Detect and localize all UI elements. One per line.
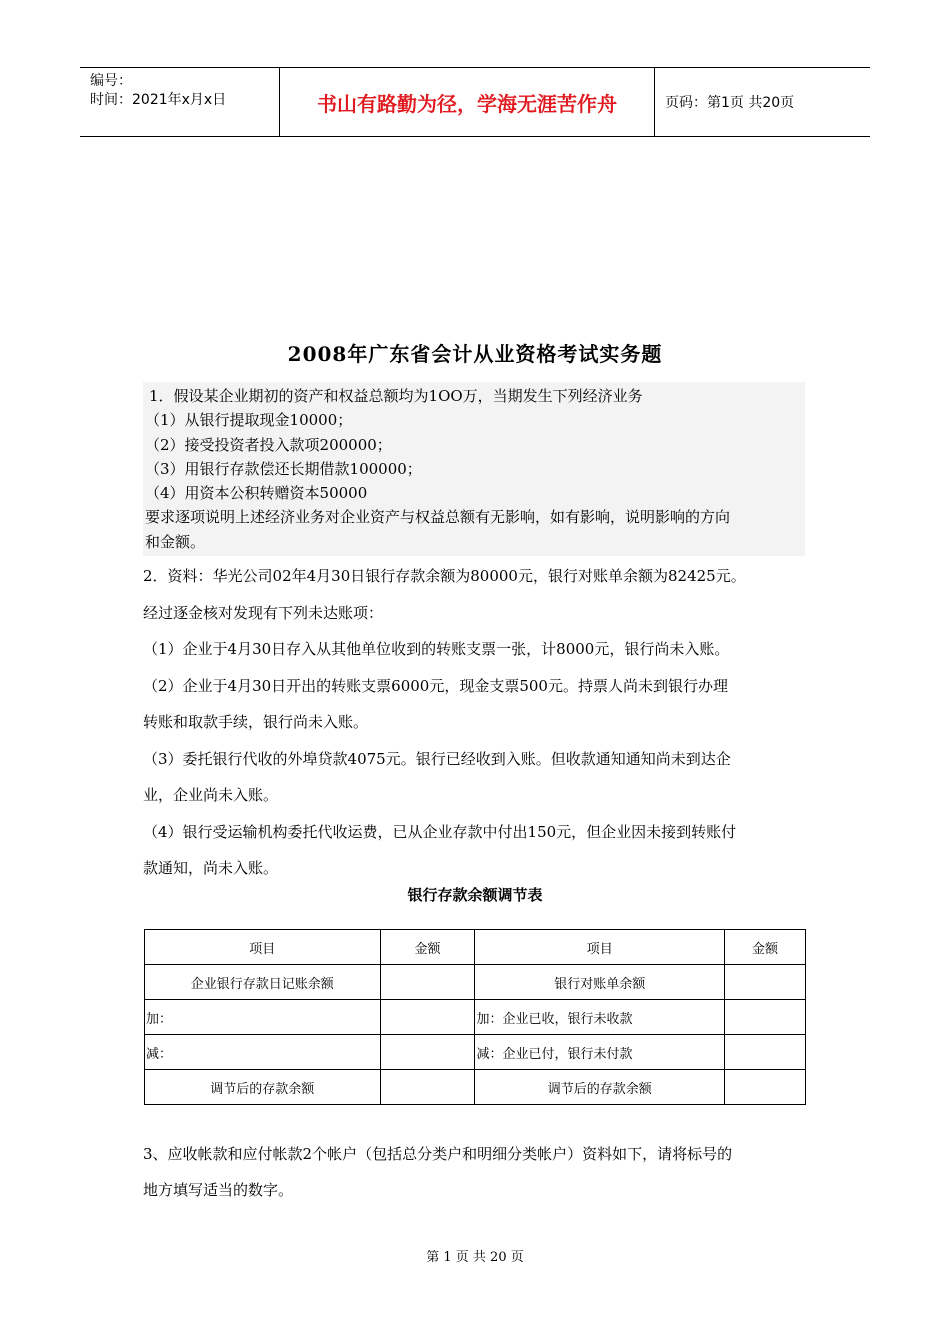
amount-cell bbox=[380, 1000, 475, 1035]
header-time-label: 时间：2021年x月x日 bbox=[90, 92, 227, 108]
question-2 bbox=[143, 558, 823, 887]
table-cell: 调节后的存款余额 bbox=[475, 1070, 725, 1105]
table-row bbox=[145, 965, 806, 1000]
table-header-cell: 项目 bbox=[475, 930, 725, 965]
table-cell: 减： bbox=[145, 1035, 381, 1070]
amount-cell bbox=[725, 1000, 806, 1035]
q2-line: （2）企业于4月30日开出的转账支票6000元，现金支票500元。持票人尚未到银行办理 bbox=[143, 676, 728, 695]
amount-cell bbox=[725, 1070, 806, 1105]
q3-line: 地方填写适当的数字。 bbox=[143, 1181, 294, 1199]
table-cell: 加： bbox=[145, 1000, 381, 1035]
q3-line: 3、应收帐款和应付帐款2个帐户（包括总分类户和明细分类帐户）资料如下，请将标号的 bbox=[143, 1145, 733, 1163]
table-header-cell: 项目 bbox=[145, 930, 381, 965]
table-row bbox=[145, 1000, 806, 1035]
amount-cell bbox=[380, 1035, 475, 1070]
q1-line: 要求逐项说明上述经济业务对企业资产与权益总额有无影响，如有影响，说明影响的方向 bbox=[145, 508, 731, 527]
document-title: 2008年广东省会计从业资格考试实务题 bbox=[287, 342, 663, 366]
table-cell: 减：企业已付，银行未付款 bbox=[475, 1035, 725, 1070]
table-cell: 企业银行存款日记账余额 bbox=[145, 965, 381, 1000]
page-header bbox=[80, 67, 870, 137]
q2-line: 业，企业尚未入账。 bbox=[143, 786, 279, 804]
header-number-label: 编号： bbox=[90, 73, 132, 89]
q1-line: （1）从银行提取现金10000； bbox=[145, 411, 353, 430]
header-motto: 书山有路勤为径，学海无涯苦作舟 bbox=[280, 68, 655, 136]
header-meta bbox=[80, 68, 280, 136]
amount-cell bbox=[725, 965, 806, 1000]
q2-line: 经过逐金核对发现有下列未达账项： bbox=[143, 603, 384, 622]
q2-line: （1）企业于4月30日存入从其他单位收到的转账支票一张，计8000元，银行尚未入账。 bbox=[143, 640, 730, 658]
table-header-cell: 金额 bbox=[380, 930, 475, 965]
q1-line: 和金额。 bbox=[145, 532, 206, 551]
table-header-row bbox=[145, 930, 806, 965]
table-cell: 加：企业已收，银行未收款 bbox=[475, 1000, 725, 1035]
q1-line: （2）接受投资者投入款项200000； bbox=[145, 435, 392, 454]
table-header-cell: 金额 bbox=[725, 930, 806, 965]
q2-line: （4）银行受运输机构委托代收运费，已从企业存款中付出150元，但企业因未接到转账付 bbox=[143, 822, 737, 841]
q2-line: 2．资料：华光公司02年4月30日银行存款余额为80000元，银行对账单余额为82425元。 bbox=[143, 567, 746, 585]
table-cell: 银行对账单余额 bbox=[475, 965, 725, 1000]
q1-line: （3）用银行存款偿还长期借款100000； bbox=[145, 459, 422, 478]
amount-cell bbox=[725, 1035, 806, 1070]
q2-line: 转账和取款手续，银行尚未入账。 bbox=[143, 713, 369, 731]
table-row bbox=[145, 1035, 806, 1070]
q1-line: 1．假设某企业期初的资产和权益总额均为1OO万，当期发生下列经济业务 bbox=[149, 387, 643, 405]
table-row bbox=[145, 1070, 806, 1105]
table-cell: 调节后的存款余额 bbox=[145, 1070, 381, 1105]
amount-cell bbox=[380, 965, 475, 1000]
amount-cell bbox=[380, 1070, 475, 1105]
reconciliation-table bbox=[144, 929, 806, 1105]
q2-line: 款通知，尚未入账。 bbox=[143, 859, 279, 877]
table-title: 银行存款余额调节表 bbox=[407, 886, 543, 904]
q1-line: （4）用资本公积转赠资本50000 bbox=[145, 484, 368, 503]
page-footer: 第 1 页 共 20 页 bbox=[426, 1250, 524, 1265]
question-1 bbox=[143, 382, 805, 556]
header-page-info: 页码：第1页 共20页 bbox=[665, 95, 795, 111]
q2-line: （3）委托银行代收的外埠贷款4075元。银行已经收到入账。但收款通知通知尚未到达企 bbox=[143, 749, 731, 768]
question-3 bbox=[143, 1136, 823, 1208]
